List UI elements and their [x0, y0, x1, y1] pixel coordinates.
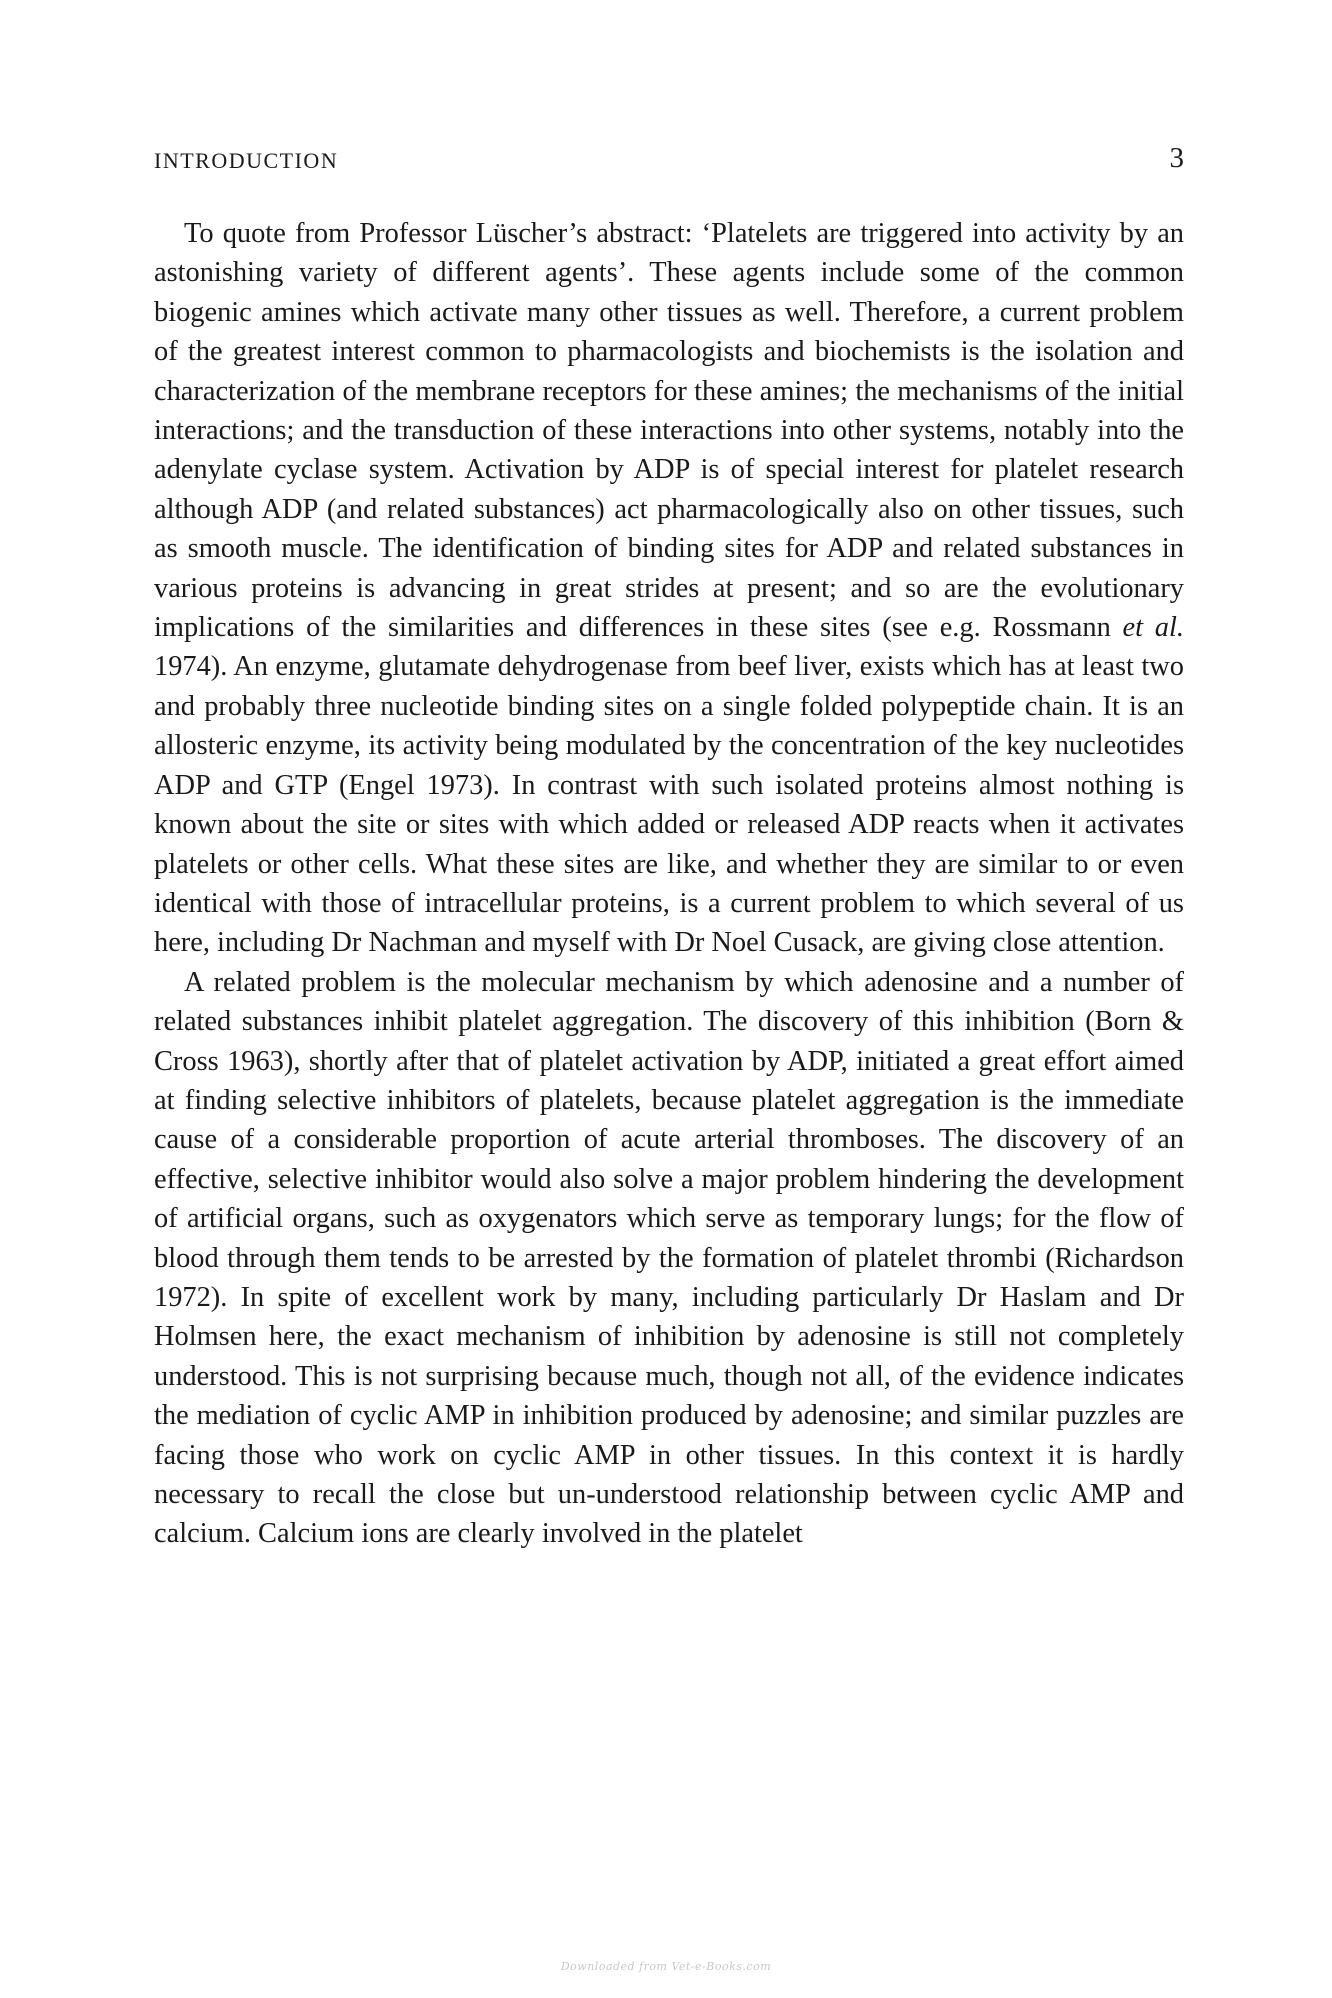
download-watermark: Downloaded from Vet-e-Books.com [560, 1960, 772, 1973]
running-title: INTRODUCTION [154, 148, 339, 173]
citation-et-al: et al. [1122, 612, 1184, 644]
page-number: 3 [1169, 142, 1184, 174]
paragraph-2 [154, 963, 1184, 1554]
paragraph-1 [154, 214, 1184, 963]
body-text [154, 214, 1184, 1554]
paragraph-2-text: A related problem is the molecular mechanism by which adenosine and a number of related substances inhibit platelet aggregation. The discovery of this inhibition (Born & Cross 1963), shortly after that of platelet activation by ADP, initiated a great effort aimed at finding selective inhibitors of platelets, because platelet aggregation is the immediate cause of a considerable proportion of acute arterial thromboses. The discovery of an effective, selective inhibitor would also solve a major problem hindering the development of artificial organs, such as oxygenators which serve as temporary lungs; for the flow of blood through them tends to be arrested by the formation of platelet thrombi (Richardson 1972). In spite of excellent work by many, including particularly Dr Haslam and Dr Holmsen here, the exact mechanism of inhibition by adenosine is still not completely understood. This is not surprising because much, though not all, of the evidence indicates the mediation of cyclic AMP in inhibition produced by adenosine; and similar puzzles are facing those who work on cyclic AMP in other tissues. In this context it is hardly necessary to recall the close but un-understood relationship between cyclic AMP and calcium. Calcium ions are clearly involved in the platelet [154, 966, 1184, 1550]
paragraph-1-text-a: To quote from Professor Lüscher’s abstract: ‘Platelets are triggered into activity by an astonishing variety of different agents’. These agents include some of the common biogenic amines which activate many other tissues as well. Therefore, a current problem of the greatest interest common to pharmacologists and biochemists is the isolation and characterization of the membrane receptors for these amines; the mechanisms of the initial interactions; and the transduction of these interactions into other systems, notably into the adenylate cyclase system. Activation by ADP is of special interest for platelet research although ADP (and related substances) act pharmacologically also on other tissues, such as smooth muscle. The identification of binding sites for ADP and related substances in various proteins is advancing in great strides at present; and so are the evolutionary implications of the similarities and differences in these sites (see e.g. Rossmann [154, 218, 1184, 644]
paragraph-1-text-b: 1974). An enzyme, glutamate dehydrogenase from beef liver, exists which has at least two and probably three nucleotide binding sites on a single folded polypeptide chain. It is an allosteric enzyme, its activity being modulated by the concentration of the key nucleotides ADP and GTP (Engel 1973). In contrast with such isolated proteins almost nothing is known about the site or sites with which added or released ADP reacts when it activates platelets or other cells. What these sites are like, and whether they are similar to or even identical with those of intracellular proteins, is a current problem to which several of us here, including Dr Nachman and myself with Dr Noel Cusack, are giving close attention. [154, 651, 1184, 959]
running-head [154, 142, 1184, 182]
